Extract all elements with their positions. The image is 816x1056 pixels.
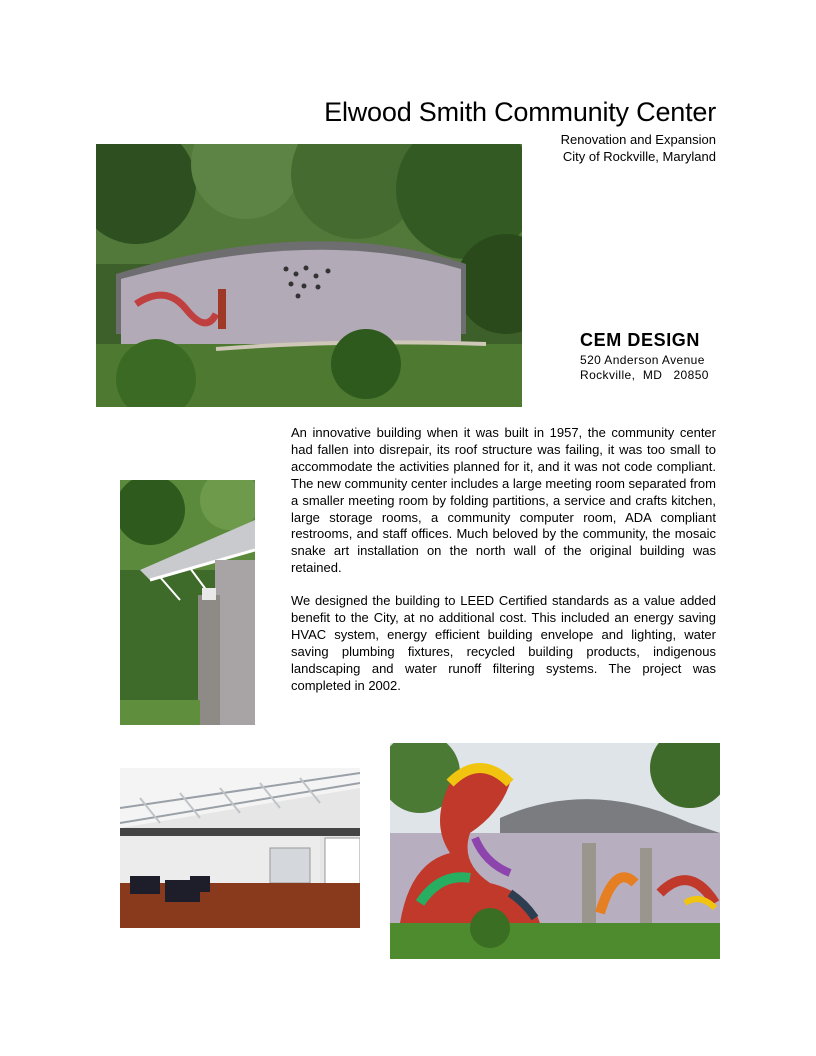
paragraph-1: An innovative building when it was built in 1957, the community center had fallen into disrepair, its roof structure was failing, it was too small to accommodate the activities planned for it, and it was not code compliant. The new community center includes a large meeting room separated from a smaller meeting room by folding partitions, a service and crafts kitchen, large storage rooms, a community computer room, ADA compliant restrooms, and staff offices. Much beloved by the community, the mosaic snake art installation on the north wall of the original building was retained. <box>291 425 716 576</box>
address-line-1: 520 Anderson Avenue <box>580 353 705 367</box>
mosaic-snake-mural-photo <box>390 743 720 959</box>
firm-name: CEM DESIGN <box>580 330 701 350</box>
canopy-column-photo <box>120 480 255 725</box>
page-subtitle <box>561 131 716 165</box>
page-title: Elwood Smith Community Center <box>324 97 716 127</box>
paragraph-2: We designed the building to LEED Certified standards as a value added benefit to the City, at no additional cost. This included an energy saving HVAC system, energy efficient building envelope and lighting, water saving plumbing fixtures, recycled building products, indigenous landscaping and water runoff filtering systems. The project was completed in 2002. <box>291 593 716 693</box>
description-text <box>291 425 716 711</box>
interior-photo <box>120 768 360 928</box>
subtitle-line-2: City of Rockville, Maryland <box>562 149 716 164</box>
address-line-2: Rockville, MD 20850 <box>580 368 709 382</box>
subtitle-line-1: Renovation and Expansion <box>560 132 716 147</box>
firm-address <box>580 353 709 383</box>
exterior-photo <box>96 144 522 407</box>
